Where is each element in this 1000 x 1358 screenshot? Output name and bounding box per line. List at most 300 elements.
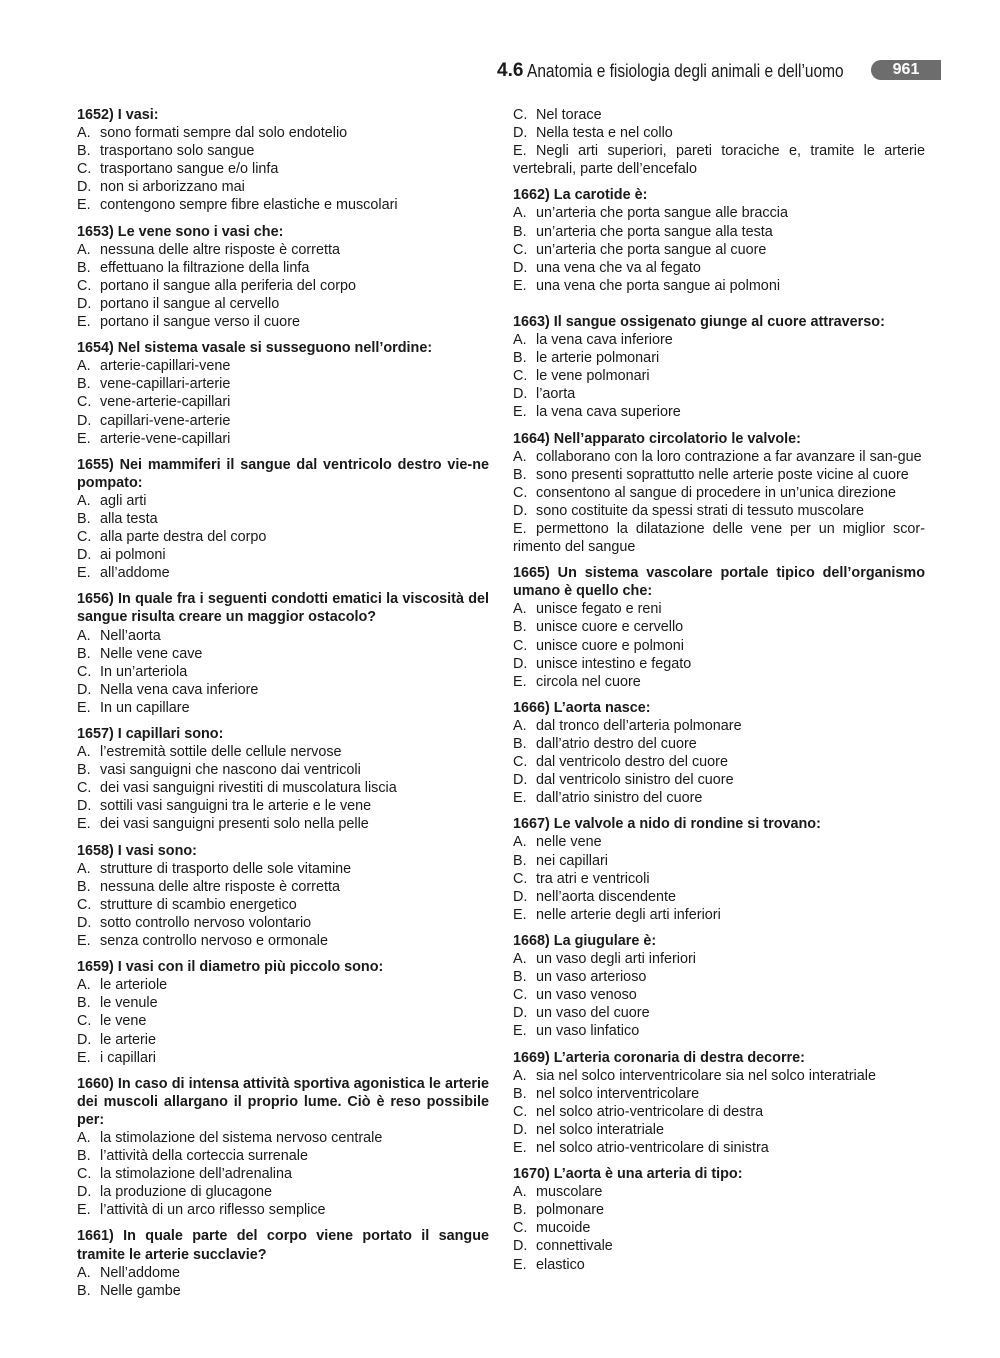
answer-option: [77, 1282, 489, 1300]
answer-option: [513, 1121, 925, 1139]
answer-option: [513, 349, 925, 367]
answer-option: [77, 914, 489, 932]
answer-option: [77, 1147, 489, 1165]
answer-option: [513, 789, 925, 807]
option-text: le arterie polmonari: [536, 350, 660, 367]
option-letter: D.: [77, 681, 92, 698]
answer-option: [513, 673, 925, 691]
answer-option: [77, 178, 489, 196]
answer-option: [77, 528, 489, 546]
answer-option: [77, 645, 489, 663]
answer-option: [77, 357, 489, 375]
option-letter: C.: [513, 107, 528, 123]
answer-option: [513, 1139, 925, 1157]
option-letter: D.: [513, 772, 528, 789]
option-letter: C.: [513, 1220, 528, 1237]
question-text: 1665) Un sistema vascolare portale tipico dell’organismo umano è quello che:: [513, 565, 925, 600]
answer-option: [513, 600, 925, 618]
option-text: Nella testa e nel collo: [536, 125, 673, 142]
option-letter: B.: [513, 223, 527, 240]
left-column: [77, 106, 489, 1308]
answer-option: [77, 375, 489, 393]
option-letter: A.: [77, 358, 91, 375]
question-block: [77, 1227, 489, 1299]
answer-option: [77, 627, 489, 645]
option-letter: A.: [513, 1067, 527, 1084]
question-text: 1652) I vasi:: [77, 107, 159, 123]
option-text: sono presenti soprattutto nelle arterie poste vicine al cuore: [536, 466, 909, 483]
answer-option: [513, 717, 925, 735]
option-text: vene-capillari-arterie: [100, 376, 231, 393]
answer-option: [77, 1031, 489, 1049]
question-text: 1659) I vasi con il diametro più piccolo sono:: [77, 959, 384, 976]
option-text: nel solco interatriale: [536, 1121, 664, 1138]
option-text: nessuna delle altre risposte è corretta: [100, 878, 340, 895]
answer-option: [77, 1012, 489, 1030]
option-text: la vena cava inferiore: [536, 332, 673, 349]
option-letter: B.: [513, 1085, 527, 1102]
option-text: nelle vene: [536, 834, 602, 851]
option-letter: B.: [513, 619, 527, 636]
answer-option: [77, 976, 489, 994]
option-text: nei capillari: [536, 852, 608, 869]
option-text: unisce cuore e polmoni: [536, 637, 684, 654]
option-letter: A.: [77, 1129, 91, 1146]
option-text: l’aorta: [536, 386, 576, 403]
option-text: trasportano sangue e/o linfa: [100, 161, 279, 178]
option-letter: D.: [77, 1184, 92, 1201]
option-letter: C.: [77, 277, 92, 294]
option-letter: A.: [77, 1264, 91, 1281]
question-text: 1653) Le vene sono i vasi che:: [77, 223, 284, 240]
option-letter: E.: [77, 565, 91, 582]
question-block: [513, 564, 925, 691]
option-text: Nell’aorta: [100, 627, 161, 644]
option-letter: D.: [513, 888, 528, 905]
option-text: la stimolazione dell’adrenalina: [100, 1166, 292, 1183]
option-text: un’arteria che porta sangue alle braccia: [536, 205, 788, 222]
option-letter: C.: [513, 1103, 528, 1120]
answer-option: [513, 833, 925, 851]
answer-option: [77, 1183, 489, 1201]
option-letter: E.: [77, 816, 91, 833]
option-text: un vaso arterioso: [536, 969, 647, 986]
right-column: [513, 106, 925, 1282]
answer-option: [513, 1103, 925, 1121]
option-letter: C.: [77, 161, 92, 178]
option-text: trasportano solo sangue: [100, 143, 255, 160]
question-block: [513, 932, 925, 1041]
option-letter: B.: [77, 645, 91, 662]
option-text: una vena che porta sangue ai polmoni: [536, 277, 781, 294]
option-letter: D.: [77, 412, 92, 429]
option-letter: B.: [77, 1282, 91, 1299]
option-text: vene-arterie-capillari: [100, 394, 231, 411]
option-letter: C.: [77, 1166, 92, 1183]
option-text: nessuna delle altre risposte è corretta: [100, 241, 340, 258]
question-text: 1657) I capillari sono:: [77, 726, 224, 742]
option-letter: D.: [77, 295, 92, 312]
option-letter: B.: [77, 995, 91, 1012]
answer-option: [513, 484, 925, 502]
answer-option: [513, 1256, 925, 1274]
answer-option: [77, 860, 489, 878]
question-block: [77, 725, 489, 834]
option-letter: E.: [77, 1202, 91, 1219]
answer-option: [513, 385, 925, 403]
option-letter: C.: [77, 394, 92, 411]
option-letter: B.: [513, 969, 527, 986]
answer-option: [77, 241, 489, 259]
option-text: nell’aorta discendente: [536, 888, 677, 905]
option-letter: C.: [513, 241, 528, 258]
answer-option: [513, 520, 925, 556]
option-letter: D.: [513, 125, 528, 142]
answer-option: [77, 564, 489, 582]
answer-option: [77, 815, 489, 833]
option-text: vasi sanguigni che nascono dai ventricoli: [100, 762, 361, 779]
option-letter: E.: [77, 699, 91, 716]
answer-option: [77, 546, 489, 564]
option-letter: A.: [77, 977, 91, 994]
option-letter: C.: [513, 870, 528, 887]
answer-option: [513, 106, 925, 124]
option-letter: A.: [513, 1184, 527, 1201]
option-letter: B.: [513, 852, 527, 869]
question-text: 1658) I vasi sono:: [77, 842, 197, 859]
option-letter: A.: [513, 332, 527, 349]
option-text: muscolare: [536, 1184, 603, 1201]
answer-option: [513, 655, 925, 673]
question-block: [77, 456, 489, 583]
answer-option: [513, 502, 925, 520]
option-text: unisce intestino e fegato: [536, 655, 692, 672]
option-letter: D.: [77, 179, 92, 196]
question-text: 1662) La carotide è:: [513, 187, 648, 204]
option-text: capillari-vene-arterie: [100, 412, 231, 429]
option-letter: E.: [513, 906, 527, 923]
option-text: le venule: [100, 995, 158, 1012]
option-letter: E.: [77, 933, 91, 950]
option-text: la stimolazione del sistema nervoso centrale: [100, 1129, 383, 1146]
answer-option: [513, 986, 925, 1004]
option-letter: A.: [77, 627, 91, 644]
answer-option: [513, 241, 925, 259]
question-text: 1667) Le valvole a nido di rondine si trovano:: [513, 816, 821, 833]
option-letter: E.: [77, 1049, 91, 1066]
option-letter: B.: [513, 466, 527, 483]
answer-option: [77, 124, 489, 142]
question-text: 1661) In quale parte del corpo viene portato il sangue tramite le arterie succlavie?: [77, 1228, 489, 1263]
option-letter: C.: [513, 987, 528, 1004]
answer-option: [513, 618, 925, 636]
option-text: un vaso venoso: [536, 987, 637, 1004]
option-letter: C.: [513, 754, 528, 771]
option-text: elastico: [536, 1256, 585, 1273]
section-number: 4.6: [497, 60, 524, 81]
answer-option: [513, 124, 925, 142]
option-text: le vene: [100, 1013, 147, 1030]
answer-option: [513, 1004, 925, 1022]
answer-option: [77, 761, 489, 779]
option-text: nel solco interventricolare: [536, 1085, 700, 1102]
option-text: le arterie: [100, 1031, 156, 1048]
answer-option: [77, 699, 489, 717]
option-text: mucoide: [536, 1220, 591, 1237]
question-text: 1670) L’aorta è una arteria di tipo:: [513, 1166, 743, 1183]
option-letter: B.: [77, 143, 91, 160]
option-text: arterie-vene-capillari: [100, 430, 231, 447]
option-text: la vena cava superiore: [536, 404, 681, 421]
option-text: all’addome: [100, 565, 170, 582]
answer-option: [513, 950, 925, 968]
option-letter: E.: [513, 1139, 527, 1156]
answer-option: [513, 142, 925, 178]
option-text: dal ventricolo destro del cuore: [536, 754, 728, 771]
option-text: sono formati sempre dal solo endotelio: [100, 125, 348, 142]
option-text: una vena che va al fegato: [536, 259, 701, 276]
answer-option: [77, 259, 489, 277]
option-text: sotto controllo nervoso volontario: [100, 914, 312, 931]
answer-option: [513, 277, 925, 295]
question-text: 1664) Nell’apparato circolatorio le valvole:: [513, 430, 801, 447]
option-text: In un’arteriola: [100, 663, 188, 680]
question-block: [77, 958, 489, 1067]
answer-option: [77, 142, 489, 160]
option-letter: C.: [77, 529, 92, 546]
option-text: alla testa: [100, 510, 158, 527]
question-continuation: [513, 106, 925, 178]
answer-option: [77, 510, 489, 528]
answer-option: [77, 797, 489, 815]
answer-option: [77, 743, 489, 761]
option-letter: B.: [513, 1202, 527, 1219]
option-text: dal tronco dell’arteria polmonare: [536, 717, 742, 734]
question-block: [513, 815, 925, 924]
option-letter: C.: [513, 484, 528, 501]
question-block: [77, 842, 489, 951]
option-letter: E.: [77, 197, 91, 214]
section-title: Anatomia e fisiologia degli animali e dell’uomo: [527, 61, 844, 81]
question-block: [513, 699, 925, 808]
option-letter: B.: [77, 878, 91, 895]
answer-option: [77, 896, 489, 914]
option-letter: B.: [77, 376, 91, 393]
option-letter: D.: [513, 655, 528, 672]
option-letter: E.: [77, 430, 91, 447]
question-block: [513, 430, 925, 557]
option-letter: C.: [77, 1013, 92, 1030]
answer-option: [513, 223, 925, 241]
question-block: [77, 339, 489, 448]
option-text: effettuano la filtrazione della linfa: [100, 259, 310, 276]
question-block: [513, 313, 925, 422]
option-text: senza controllo nervoso e ormonale: [100, 933, 328, 950]
question-text: 1656) In quale fra i seguenti condotti ematici la viscosità del sangue risulta creare un maggior ostacolo?: [77, 591, 489, 626]
answer-option: [513, 852, 925, 870]
option-letter: E.: [513, 1256, 527, 1273]
answer-option: [513, 403, 925, 421]
option-text: In un capillare: [100, 699, 190, 716]
answer-option: [513, 735, 925, 753]
option-text: le arteriole: [100, 977, 168, 994]
option-letter: E.: [513, 520, 527, 537]
option-letter: B.: [77, 510, 91, 527]
option-text: portano il sangue verso il cuore: [100, 314, 300, 331]
question-text: 1663) Il sangue ossigenato giunge al cuore attraverso:: [513, 313, 885, 330]
option-letter: E.: [513, 404, 527, 421]
option-letter: A.: [513, 448, 527, 465]
answer-option: [513, 968, 925, 986]
option-text: strutture di scambio energetico: [100, 896, 297, 913]
option-text: consentono al sangue di procedere in un’unica direzione: [536, 484, 897, 501]
answer-option: [513, 1201, 925, 1219]
option-text: nel solco atrio-ventricolare di sinistra: [536, 1139, 769, 1156]
option-letter: E.: [513, 143, 527, 160]
option-letter: A.: [513, 951, 527, 968]
answer-option: [513, 331, 925, 349]
page-number-badge: 961: [871, 60, 941, 80]
option-text: Nell’addome: [100, 1264, 180, 1281]
option-text: polmonare: [536, 1202, 604, 1219]
option-letter: C.: [77, 896, 92, 913]
answer-option: [77, 313, 489, 331]
option-letter: E.: [513, 1023, 527, 1040]
question-block: [513, 1049, 925, 1158]
option-text: i capillari: [100, 1049, 156, 1066]
answer-option: [513, 1237, 925, 1255]
option-text: sono costituite da spessi strati di tessuto muscolare: [536, 502, 864, 519]
option-letter: E.: [513, 673, 527, 690]
option-letter: A.: [77, 744, 91, 761]
option-letter: D.: [513, 1121, 528, 1138]
option-letter: B.: [513, 350, 527, 367]
option-text: tra atri e ventricoli: [536, 870, 650, 887]
answer-option: [77, 1129, 489, 1147]
option-text: Nella vena cava inferiore: [100, 681, 259, 698]
answer-option: [513, 448, 925, 466]
option-text: l’estremità sottile delle cellule nervose: [100, 744, 342, 761]
option-letter: A.: [513, 205, 527, 222]
answer-option: [77, 994, 489, 1012]
option-text: sottili vasi sanguigni tra le arterie e le vene: [100, 798, 372, 815]
option-letter: E.: [513, 277, 527, 294]
option-text: dal ventricolo sinistro del cuore: [536, 772, 734, 789]
option-text: alla parte destra del corpo: [100, 529, 267, 546]
answer-option: [77, 1201, 489, 1219]
option-letter: A.: [77, 241, 91, 258]
option-text: dei vasi sanguigni rivestiti di muscolatura liscia: [100, 780, 397, 797]
option-text: le vene polmonari: [536, 368, 650, 385]
option-text: strutture di trasporto delle sole vitamine: [100, 860, 352, 877]
answer-option: [513, 259, 925, 277]
option-text: un vaso degli arti inferiori: [536, 951, 696, 968]
option-text: circola nel cuore: [536, 673, 641, 690]
option-letter: A.: [513, 601, 527, 618]
option-letter: B.: [77, 1148, 91, 1165]
option-text: dei vasi sanguigni presenti solo nella pelle: [100, 816, 369, 833]
option-letter: E.: [513, 790, 527, 807]
option-letter: D.: [77, 914, 92, 931]
option-text: dall’atrio destro del cuore: [536, 736, 697, 752]
question-block: [77, 590, 489, 717]
answer-option: [513, 1219, 925, 1237]
answer-option: [513, 771, 925, 789]
page-header: [497, 58, 947, 84]
option-text: un’arteria che porta sangue alla testa: [536, 223, 773, 240]
option-text: la produzione di glucagone: [100, 1184, 273, 1201]
question-text: 1669) L’arteria coronaria di destra decorre:: [513, 1049, 805, 1066]
option-text: agli arti: [100, 492, 147, 509]
answer-option: [77, 492, 489, 510]
answer-option: [77, 681, 489, 699]
option-text: ai polmoni: [100, 547, 166, 564]
question-text: 1654) Nel sistema vasale si susseguono nell’ordine:: [77, 340, 433, 357]
option-letter: B.: [77, 762, 91, 779]
answer-option: [513, 1183, 925, 1201]
option-letter: D.: [77, 547, 92, 564]
answer-option: [77, 779, 489, 797]
answer-option: [77, 196, 489, 214]
option-text: unisce fegato e reni: [536, 601, 662, 618]
option-letter: A.: [77, 125, 91, 142]
option-text: l’attività di un arco riflesso semplice: [100, 1202, 326, 1219]
answer-option: [513, 204, 925, 222]
question-block: [77, 1075, 489, 1220]
option-text: nel solco atrio-ventricolare di destra: [536, 1103, 764, 1120]
option-letter: D.: [513, 1005, 528, 1022]
answer-option: [513, 1022, 925, 1040]
option-letter: B.: [513, 736, 527, 752]
answer-option: [77, 663, 489, 681]
option-letter: C.: [513, 368, 528, 385]
answer-option: [513, 753, 925, 771]
answer-option: [513, 367, 925, 385]
question-block: [513, 1165, 925, 1274]
option-letter: D.: [513, 259, 528, 276]
option-letter: A.: [77, 860, 91, 877]
answer-option: [77, 932, 489, 950]
option-letter: D.: [513, 1238, 528, 1255]
option-letter: A.: [513, 834, 527, 851]
option-letter: D.: [513, 386, 528, 403]
answer-option: [513, 637, 925, 655]
answer-option: [77, 1264, 489, 1282]
option-text: non si arborizzano mai: [100, 179, 245, 196]
option-text: un’arteria che porta sangue al cuore: [536, 241, 767, 258]
option-letter: A.: [513, 717, 527, 734]
option-text: un vaso del cuore: [536, 1005, 650, 1022]
answer-option: [77, 430, 489, 448]
question-block: [77, 106, 489, 215]
answer-option: [77, 295, 489, 313]
option-letter: C.: [77, 663, 92, 680]
question-block: [77, 223, 489, 332]
option-letter: C.: [513, 637, 528, 654]
answer-option: [513, 1067, 925, 1085]
option-text: portano il sangue alla periferia del corpo: [100, 277, 356, 294]
answer-option: [77, 393, 489, 411]
option-text: sia nel solco interventricolare sia nel solco interatriale: [536, 1067, 876, 1084]
question-text: 1666) L’aorta nasce:: [513, 699, 651, 716]
answer-option: [77, 160, 489, 178]
option-letter: C.: [77, 780, 92, 797]
option-text: dall’atrio sinistro del cuore: [536, 790, 703, 807]
option-text: arterie-capillari-vene: [100, 358, 231, 375]
answer-option: [77, 878, 489, 896]
option-text: Nelle vene cave: [100, 645, 203, 662]
option-text: Nel torace: [536, 107, 602, 123]
